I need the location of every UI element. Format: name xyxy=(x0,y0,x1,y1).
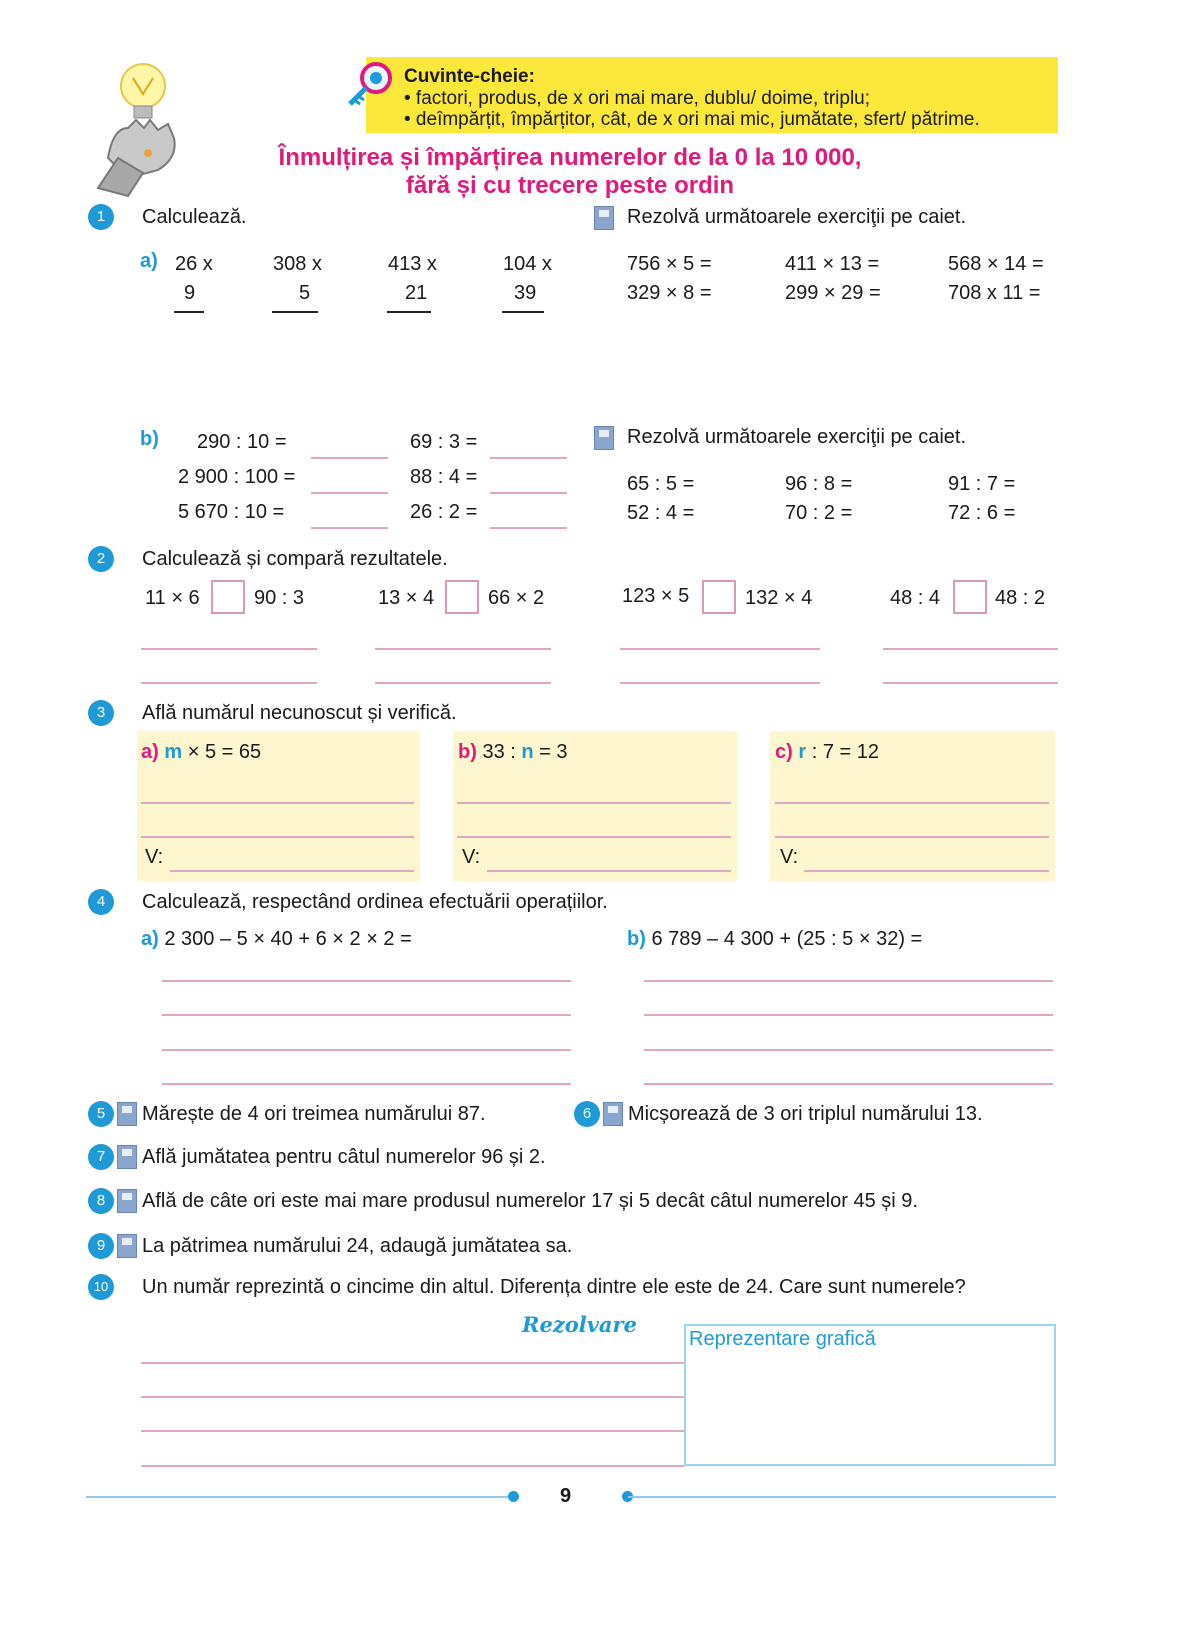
footer-line-right xyxy=(628,1496,1056,1498)
notebook-icon xyxy=(117,1102,137,1126)
ex1-col1-underline xyxy=(174,311,204,313)
keywords-line-1: • factori, produs, de x ori mai mare, dublu/ doime, triplu; xyxy=(404,88,871,109)
answer-line xyxy=(620,682,820,684)
answer-line xyxy=(644,1049,1053,1051)
ex3-b-pre: 33 : xyxy=(482,741,522,763)
ex9-text: La pătrimea numărului 24, adaugă jumătatea sa. xyxy=(142,1235,573,1257)
ex1-b-item-6: 26 : 2 = xyxy=(410,501,478,523)
ex1-inline-b-2: 96 : 8 = xyxy=(785,473,853,495)
magnifier-key-icon xyxy=(342,58,400,108)
ex3-c-var: r xyxy=(798,741,807,763)
answer-line xyxy=(141,1465,684,1467)
answer-line xyxy=(490,492,567,494)
ex5-text: Mărește de 4 ori treimea numărului 87. xyxy=(142,1103,486,1125)
ex4-instruction: Calculează, respectând ordinea efectuării operațiilor. xyxy=(142,891,608,913)
ex1-instruction: Calculează. xyxy=(142,206,247,228)
answer-line xyxy=(775,836,1049,838)
exercise-number-2: 2 xyxy=(88,546,114,572)
ex1-col3-bottom: 21 xyxy=(405,282,428,304)
exercise-number-3: 3 xyxy=(88,700,114,726)
answer-line xyxy=(141,1362,684,1364)
notebook-icon xyxy=(594,206,614,230)
ex1-inline-b-5: 70 : 2 = xyxy=(785,502,853,524)
answer-line xyxy=(375,682,551,684)
ex1-inline-a-2: 411 × 13 = xyxy=(785,253,880,275)
exercise-number-1: 1 xyxy=(88,204,114,230)
keywords-line-2: • deîmpărțit, împărțitor, cât, de x ori mai mic, jumătate, sfert/ pătrime. xyxy=(404,109,980,130)
answer-line xyxy=(883,682,1058,684)
ex2-instruction: Calculează și compară rezultatele. xyxy=(142,548,448,570)
answer-line xyxy=(311,457,388,459)
ex1-inline-b-6: 72 : 6 = xyxy=(948,502,1016,524)
ex4-b-expr: 6 789 – 4 300 + (25 : 5 × 32) = xyxy=(651,928,923,950)
ex1-inline-a-4: 329 × 8 = xyxy=(627,282,712,304)
answer-line xyxy=(162,980,571,982)
ex1-a-label: a) xyxy=(140,250,158,272)
ex1-inline-a-3: 568 × 14 = xyxy=(948,253,1044,275)
ex10-text: Un număr reprezintă o cincime din altul. Diferența dintre ele este de 24. Care sunt numerele? xyxy=(142,1276,966,1298)
ex1-col4-underline xyxy=(502,311,544,313)
ex3-a-var: m xyxy=(164,741,183,763)
answer-line xyxy=(141,1396,684,1398)
exercise-number-6: 6 xyxy=(574,1101,600,1127)
exercise-number-7: 7 xyxy=(88,1144,114,1170)
ex6-text: Micșorează de 3 ori triplul numărului 13. xyxy=(628,1103,983,1125)
answer-line xyxy=(644,1014,1053,1016)
ex3-c-label: c) xyxy=(775,741,793,763)
answer-line xyxy=(457,836,731,838)
ex1-inline-a-1: 756 × 5 = xyxy=(627,253,712,275)
notebook-icon xyxy=(603,1102,623,1126)
ex3-a-equation xyxy=(141,741,261,764)
exercise-number-5: 5 xyxy=(88,1101,114,1127)
ex1-b-item-4: 88 : 4 = xyxy=(410,466,478,488)
compare-box[interactable] xyxy=(953,580,987,614)
ex4-a xyxy=(141,928,412,951)
ex2-pair4-right: 48 : 2 xyxy=(995,587,1046,609)
ex1-inline-a-5: 299 × 29 = xyxy=(785,282,881,304)
ex4-a-expr: 2 300 – 5 × 40 + 6 × 2 × 2 = xyxy=(164,928,412,950)
notebook-icon xyxy=(117,1189,137,1213)
answer-line xyxy=(620,648,820,650)
ex1-col2-top: 308 x xyxy=(273,253,322,275)
ex1-col1-bottom: 9 xyxy=(184,282,196,304)
answer-line xyxy=(644,1083,1053,1085)
ex1-inline-a-6: 708 x 11 = xyxy=(948,282,1041,304)
ex3-b-v: V: xyxy=(462,846,481,868)
answer-line xyxy=(162,1049,571,1051)
ex1-b-item-3: 2 900 : 100 = xyxy=(178,466,296,488)
ex3-b-label: b) xyxy=(458,741,477,763)
ex7-text: Află jumătatea pentru câtul numerelor 96 și 2. xyxy=(142,1146,546,1168)
notebook-icon xyxy=(117,1234,137,1258)
answer-line xyxy=(487,870,731,872)
exercise-number-9: 9 xyxy=(88,1233,114,1259)
ex1-col1-top: 26 x xyxy=(175,253,213,275)
ex3-b-var: n xyxy=(521,741,534,763)
exercise-number-10: 10 xyxy=(88,1274,114,1300)
ex1-note-b: Rezolvă următoarele exerciţii pe caiet. xyxy=(627,426,967,448)
ex4-a-label: a) xyxy=(141,928,159,950)
ex1-b-label: b) xyxy=(140,428,159,450)
exercise-number-4: 4 xyxy=(88,889,114,915)
ex3-b-equation xyxy=(458,741,568,764)
answer-line xyxy=(141,682,317,684)
answer-line xyxy=(804,870,1049,872)
compare-box[interactable] xyxy=(445,580,479,614)
ex3-a-post: × 5 = 65 xyxy=(182,741,262,763)
ex1-col4-bottom: 39 xyxy=(514,282,537,304)
answer-line xyxy=(170,870,414,872)
ex1-inline-b-4: 52 : 4 = xyxy=(627,502,695,524)
answer-line xyxy=(162,1014,571,1016)
ex3-b-post: = 3 xyxy=(533,741,568,763)
ex2-pair2-right: 66 × 2 xyxy=(488,587,545,609)
ex3-a-label: a) xyxy=(141,741,159,763)
lesson-title-line-1: Înmulțirea și împărțirea numerelor de la 0 la 10 000, xyxy=(278,144,862,171)
ex2-pair2-left: 13 × 4 xyxy=(378,587,435,609)
ex2-pair4-left: 48 : 4 xyxy=(890,587,941,609)
answer-line xyxy=(883,648,1058,650)
footer-dot-left xyxy=(508,1491,519,1502)
ex3-c-post: : 7 = 12 xyxy=(806,741,879,763)
page-number: 9 xyxy=(560,1485,572,1507)
notebook-icon xyxy=(117,1145,137,1169)
answer-line xyxy=(162,1083,571,1085)
ex1-col2-underline xyxy=(272,311,318,313)
ex1-col4-top: 104 x xyxy=(503,253,552,275)
answer-line xyxy=(311,492,388,494)
ex1-col2-bottom: 5 xyxy=(299,282,311,304)
ex1-inline-b-1: 65 : 5 = xyxy=(627,473,695,495)
ex2-pair1-left: 11 × 6 xyxy=(145,587,200,609)
ex1-col3-underline xyxy=(387,311,431,313)
ex1-b-item-5: 5 670 : 10 = xyxy=(178,501,285,523)
answer-line xyxy=(775,802,1049,804)
compare-box[interactable] xyxy=(702,580,736,614)
answer-line xyxy=(141,648,317,650)
answer-line xyxy=(141,802,414,804)
ex1-note: Rezolvă următoarele exerciţii pe caiet. xyxy=(627,206,967,228)
compare-box[interactable] xyxy=(211,580,245,614)
keywords-heading: Cuvinte-cheie: xyxy=(404,66,535,87)
graphic-representation-label: Reprezentare grafică xyxy=(689,1328,876,1350)
answer-line xyxy=(141,1430,684,1432)
notebook-icon xyxy=(594,426,614,450)
footer-line-left xyxy=(86,1496,514,1498)
ex2-pair3-left: 123 × 5 xyxy=(622,585,690,607)
answer-line xyxy=(141,836,414,838)
lesson-title-line-2: fără și cu trecere peste ordin xyxy=(405,172,735,199)
answer-line xyxy=(644,980,1053,982)
lightbulb-robot-hand-illustration xyxy=(88,58,198,198)
ex4-b xyxy=(627,928,922,951)
ex8-text: Află de câte ori este mai mare produsul numerelor 17 și 5 decât câtul numerelor 45 și 9. xyxy=(142,1190,918,1212)
answer-line xyxy=(311,527,388,529)
exercise-number-8: 8 xyxy=(88,1188,114,1214)
ex3-c-equation xyxy=(775,741,879,764)
ex1-col3-top: 413 x xyxy=(388,253,437,275)
ex3-instruction: Află numărul necunoscut și verifică. xyxy=(142,702,457,724)
ex1-inline-b-3: 91 : 7 = xyxy=(948,473,1016,495)
answer-line xyxy=(457,802,731,804)
answer-line xyxy=(375,648,551,650)
ex1-b-item-1: 290 : 10 = xyxy=(197,431,287,453)
answer-line xyxy=(490,527,567,529)
ex1-b-item-2: 69 : 3 = xyxy=(410,431,478,453)
ex3-c-v: V: xyxy=(780,846,799,868)
answer-line xyxy=(490,457,567,459)
ex3-a-v: V: xyxy=(145,846,164,868)
ex10-rezolvare-heading: Rezolvare xyxy=(522,1312,637,1337)
ex4-b-label: b) xyxy=(627,928,646,950)
ex2-pair1-right: 90 : 3 xyxy=(254,587,305,609)
ex2-pair3-right: 132 × 4 xyxy=(745,587,813,609)
